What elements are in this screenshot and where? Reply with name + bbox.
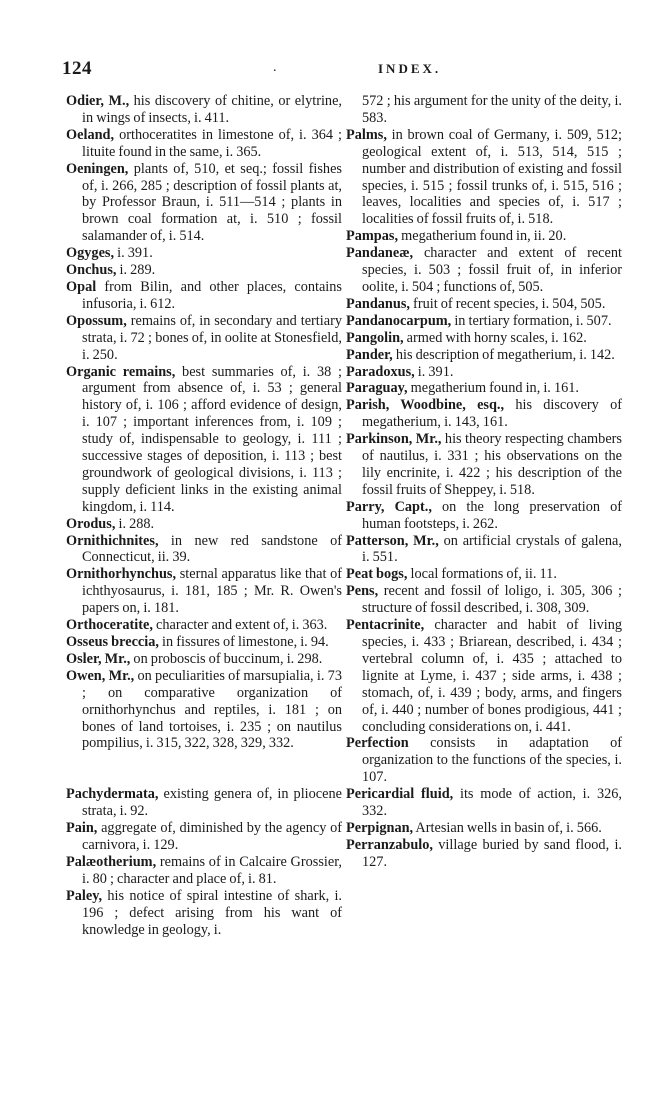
index-entry [66, 668, 342, 753]
index-entry [66, 888, 342, 939]
entry-heading: Patterson, Mr., [346, 532, 439, 549]
entry-text: on proboscis of buccinum, i. 298. [130, 650, 323, 667]
entry-heading: Osseus breccia, [66, 634, 159, 650]
index-entry [66, 786, 342, 820]
entry-text: its mode of action, i. 326, 332. [362, 786, 622, 820]
entry-text: remains of, in secondary and tertiary strata, i. 72 ; bones of, in oolite at Stonesfield, i. 250. [82, 312, 342, 363]
index-entry [346, 380, 622, 397]
entry-heading: Organic remains, [66, 363, 176, 380]
entry-text: in brown coal of Germany, i. 509, 512; geological extent of, i. 513, 514, 515 ; number and distribution of existing and fossil species, i. 515 ; fossil trunks of, i. 515, 516 ; leaves, localities and species of, i. 517 ; localities of fossil fruits of, i. 518. [362, 126, 622, 228]
index-entry [346, 533, 622, 567]
index-entry [346, 245, 622, 296]
index-entry [66, 651, 342, 668]
entry-heading: Parkinson, Mr., [346, 431, 442, 448]
index-entry [66, 820, 342, 854]
entry-heading: Odier, M., [66, 93, 130, 109]
entry-heading: Orodus, [66, 515, 116, 532]
index-entry [346, 296, 622, 313]
index-entry [346, 364, 622, 381]
entry-heading: Pandanocarpum, [346, 312, 452, 329]
entry-heading: Paradoxus, [346, 363, 415, 380]
entry-text: his notice of spiral intestine of shark, i. 196 ; defect arising from his want of knowledge in geology, i. [82, 887, 342, 938]
entry-text: on the long preservation of human footsteps, i. 262. [362, 498, 623, 532]
entry-text: armed with horny scales, i. 162. [403, 329, 587, 346]
entry-text: plants of, 510, et seq.; fossil fishes of, i. 266, 285 ; description of fossil plants at, by Professor Braun, i. 511—514 ; plants in brown coal formation at, i. 510 ; fossil salamander of, i. 514. [82, 160, 342, 245]
index-entry [66, 127, 342, 161]
left-column [66, 93, 342, 939]
entry-heading: Pain, [66, 820, 98, 837]
entry-text: recent and fossil of loligo, i. 305, 306 ; structure of fossil described, i. 308, 309. [362, 583, 622, 617]
index-entry [346, 735, 622, 786]
index-entry [66, 93, 342, 127]
entry-heading: Pachydermata, [66, 786, 159, 803]
page-number: 124 [62, 58, 92, 79]
entry-heading: Parish, Woodbine, esq., [346, 397, 505, 414]
entry-text: on peculiarities of marsupialia, i. 73 ; on comparative organization of ornithorhynchus and reptiles, i. 181 ; on bones of land tortoises, i. 235 ; on nautilus pompilius, i. 315, 322, 328, 329, 332. [82, 667, 342, 752]
entry-heading: Orthoceratite, [66, 617, 153, 634]
entry-text: i. 391. [414, 363, 454, 380]
entry-heading: Pericardial fluid, [346, 786, 454, 803]
index-entry [346, 837, 622, 871]
index-entry [66, 566, 342, 617]
section-gap [66, 752, 342, 786]
index-entry-continuation [346, 93, 622, 127]
entry-heading: Perpignan, [346, 819, 414, 836]
entry-heading: Oeningen, [66, 160, 129, 177]
entry-heading: Paraguay, [346, 380, 408, 397]
entry-text: character and habit of living species, i. 433 ; Briarean, described, i. 434 ; vertebral column of, i. 435 ; attached to lignite at Lyme, i. 437 ; side arms, i. 438 ; stomach, of, i. 439 ; body, arms, and fingers of, i. 440 ; number of bones prodigious, 441 ; concluding considerations on, i. 441. [362, 617, 622, 735]
entry-heading: Pander, [346, 346, 393, 363]
page-header [60, 58, 620, 82]
entry-text: megatherium found in, i. 161. [407, 380, 579, 397]
entry-text: his discovery of megatherium, i. 143, 161. [362, 397, 622, 431]
entry-heading: Perranzabulo, [346, 836, 433, 853]
entry-heading: Owen, Mr., [66, 667, 135, 684]
entry-text: local formations of, ii. 11. [407, 566, 557, 583]
entry-text: fruit of recent species, i. 504, 505. [409, 295, 606, 312]
entry-text: i. 289. [116, 262, 156, 279]
entry-text: sternal apparatus like that of ichthyosaurus, i. 181, 185 ; Mr. R. Owen's papers on, i. 181. [82, 566, 342, 617]
index-entry [346, 499, 622, 533]
entry-text: aggregate of, diminished by the agency of carnivora, i. 129. [82, 820, 342, 854]
entry-text: best summaries of, i. 38 ; argument from absence of, i. 53 ; general history of, i. 106 ; afford evidence of design, i. 107 ; important inferences from, i. 109 ; study of, indispensable to geology, i. 111 ; successive stages of deposition, i. 113 ; best groundwork of geological divisions, i. 113 ; supply deficient links in the existing animal kingdom, i. 114. [82, 363, 342, 515]
header-dot: . [273, 60, 277, 75]
entry-text: his discovery of chitine, or elytrine, in wings of insects, i. 411. [82, 93, 343, 126]
entry-text: existing genera of, in pliocene strata, i. 92. [82, 786, 342, 820]
entry-heading: Pentacrinite, [346, 617, 425, 634]
entry-heading: Parry, Capt., [346, 498, 432, 515]
entry-heading: Onchus, [66, 262, 117, 279]
entry-text: character and extent of recent species, i. 503 ; fossil fruit of, in inferior oolite, i. 504 ; functions of, 505. [362, 245, 622, 295]
entry-text: his theory respecting chambers of nautilus, i. 331 ; his observations on the lily encrinite, i. 422 ; his description of the fossil fruits of Sheppey, i. 518. [362, 431, 622, 498]
entry-heading: Pandanus, [346, 295, 410, 312]
entry-heading: Pampas, [346, 228, 399, 245]
entry-text: in tertiary formation, i. 507. [451, 312, 612, 329]
entry-text: megatherium found in, ii. 20. [398, 228, 567, 245]
entry-heading: Pens, [346, 583, 379, 600]
entry-text: i. 391. [114, 245, 153, 262]
index-entry [66, 279, 342, 313]
index-entry [346, 347, 622, 364]
entry-heading: Ornithichnites, [66, 532, 159, 549]
entry-heading: Oeland, [66, 126, 115, 143]
entry-text: consists in adaptation of organization to the functions of the species, i. 107. [362, 735, 622, 786]
entry-heading: Palæotherium, [66, 853, 157, 870]
entry-heading: Opal [66, 278, 97, 295]
entry-text: on artificial crystals of galena, i. 551. [362, 532, 622, 566]
index-entry [346, 313, 622, 330]
right-column [346, 93, 622, 871]
entry-text: remains of in Calcaire Grossier, i. 80 ; character and place of, i. 81. [82, 853, 342, 887]
index-entry [346, 566, 622, 583]
index-entry [346, 228, 622, 245]
entry-text: in new red sandstone of Connecticut, ii. 39. [82, 532, 342, 566]
index-entry [346, 330, 622, 347]
index-entry [66, 262, 342, 279]
index-entry [66, 634, 342, 651]
index-entry [346, 397, 622, 431]
index-entry [66, 161, 342, 246]
entry-heading: Paley, [66, 887, 103, 904]
entry-text: village buried by sand flood, i. 127. [362, 836, 622, 870]
index-entry [346, 431, 622, 499]
index-entry [66, 533, 342, 567]
entry-text: Artesian wells in basin of, i. 566. [413, 819, 602, 836]
index-entry [346, 786, 622, 820]
index-entry [66, 854, 342, 888]
entry-heading: Peat bogs, [346, 566, 408, 583]
entry-heading: Palms, [346, 126, 387, 143]
entry-heading: Perfection [346, 735, 409, 752]
index-entry [66, 516, 342, 533]
entry-heading: Ogyges, [66, 245, 115, 262]
entry-text: his description of megatherium, i. 142. [392, 346, 615, 363]
index-entry [66, 313, 342, 364]
index-entry [346, 820, 622, 837]
entry-text: in fissures of limestone, i. 94. [158, 634, 329, 650]
index-entry [66, 245, 342, 262]
entry-heading: Pandaneæ, [346, 245, 414, 262]
index-entry [346, 127, 622, 228]
entry-heading: Ornithorhynchus, [66, 566, 177, 583]
index-entry [66, 617, 342, 634]
entry-text: i. 288. [115, 515, 155, 532]
index-entry [346, 583, 622, 617]
entry-text: from Bilin, and other places, contains infusoria, i. 612. [82, 278, 342, 312]
index-entry [66, 364, 342, 516]
entry-heading: Opossum, [66, 312, 127, 329]
index-entry [346, 617, 622, 735]
entry-text: character and extent of, i. 363. [152, 617, 328, 634]
entry-text: orthoceratites in limestone of, i. 364 ; lituite found in the same, i. 365. [82, 126, 342, 160]
entry-text: 572 ; his argument for the unity of the deity, i. 583. [362, 93, 622, 126]
entry-heading: Pangolin, [346, 329, 404, 346]
entry-heading: Osler, Mr., [66, 650, 131, 667]
running-head: INDEX. [378, 61, 442, 76]
